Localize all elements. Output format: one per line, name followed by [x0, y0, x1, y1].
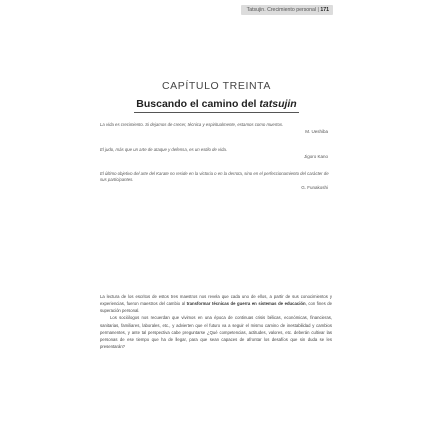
- chapter-heading: [0, 80, 433, 113]
- chapter-title-italic: tatsujin: [259, 98, 297, 110]
- running-title: Tatsujin. Crecimiento personal: [246, 7, 317, 13]
- page-number: 171: [320, 7, 329, 13]
- paragraph-text: La lectura de los escritos de estos tres maestros nos revela que cada uno de ellos, a partir de sus conocimientos y experiencias, fueron maestros del cambio al: [100, 294, 332, 307]
- running-header: [100, 4, 433, 16]
- chapter-title: [134, 98, 298, 113]
- epigraph-text: La vida es crecimiento. Si dejamos de crecer, técnica y espiritualmente, estamos como muertos.: [100, 122, 284, 127]
- epigraph: [100, 171, 332, 191]
- body-text: [100, 293, 332, 350]
- paragraph: Los sociólogos nos recuerdan que vivimos en una época de continuas crisis bélicas, económicas, financieras, sanitarias, familiares, laborales, etc., y advierten que el futuro va a seguir el mismo camino de inestabilidad y cambios permanentes, y ante tal perspectiva cabe preguntarse ¿Qué competencias, actitudes, valores, etc. deberán cultivar las personas de ese tiempo que ha de llegar, para que sean capaces de afrontar los desafíos que sin duda se les presentarán?: [100, 315, 332, 350]
- paragraph-text: , con fines de superación personal.: [100, 301, 332, 314]
- epigraph-author: Jigoro Kano: [303, 153, 328, 159]
- emphasis-text: transformar técnicas de guerra en sistemas de educación: [186, 301, 306, 307]
- paragraph: [100, 293, 332, 314]
- header-separator: |: [316, 7, 321, 13]
- epigraph-author: M. Ueshiba: [305, 129, 328, 135]
- epigraph-text: El último objetivo del arte del Karate no reside en la victoria o en la derrota, sino en el perfeccionamiento del carácter de sus participantes.: [100, 171, 329, 183]
- epigraph-text: El judo, más que un arte de ataque y defensa, es un estilo de vida.: [100, 146, 228, 152]
- running-header-bar: [241, 5, 333, 15]
- epigraph-author: G. Funakoshi: [301, 184, 328, 190]
- chapter-title-prefix: Buscando el camino del: [136, 98, 260, 110]
- epigraph: [100, 122, 332, 136]
- epigraph: [100, 147, 332, 161]
- chapter-label: CAPÍTULO TREINTA: [162, 80, 271, 92]
- epigraphs: [100, 122, 332, 202]
